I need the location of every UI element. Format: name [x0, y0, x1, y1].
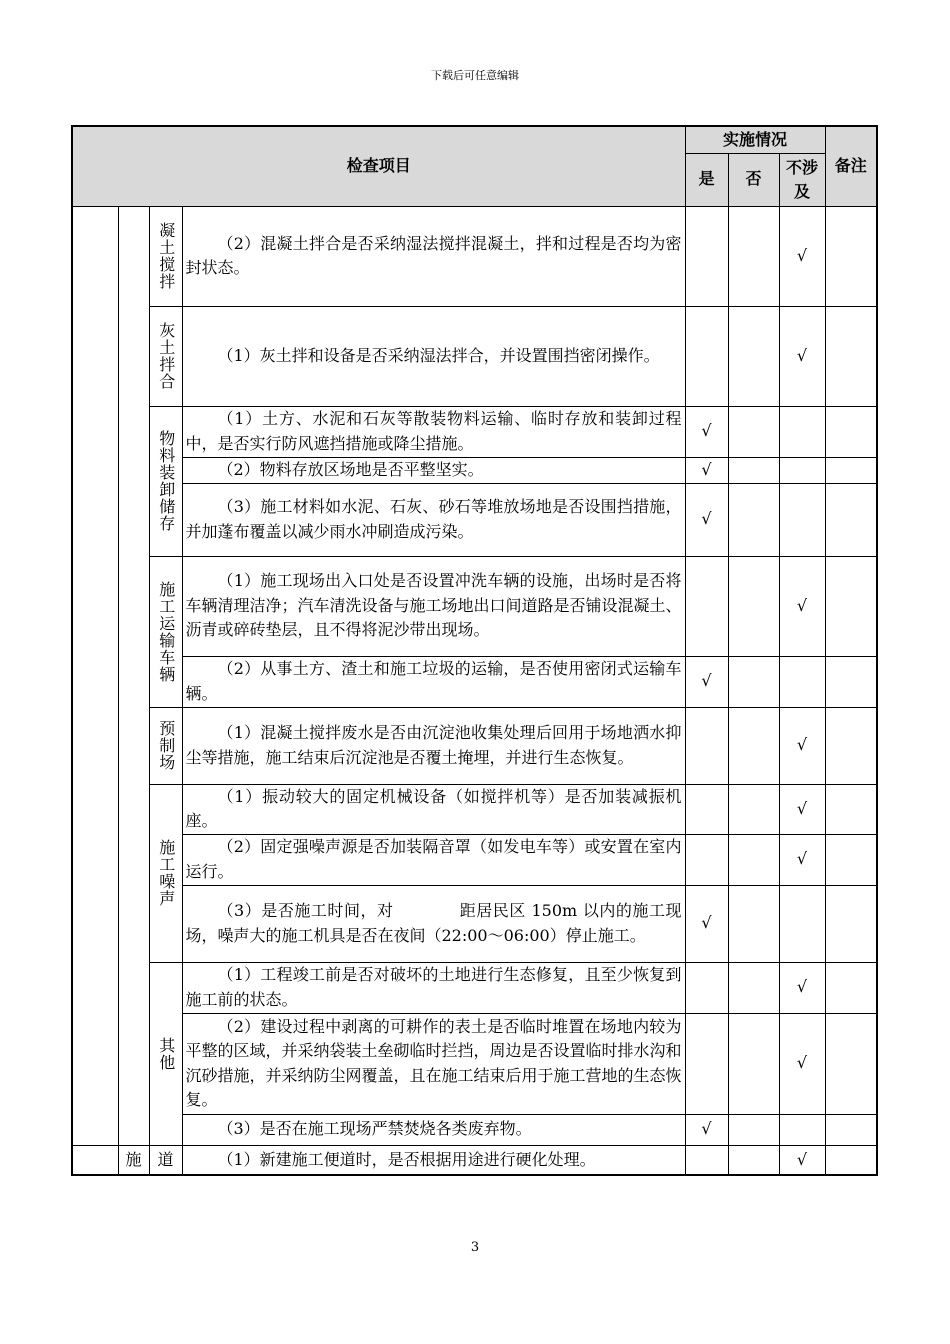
- mark-yes: √: [685, 1114, 728, 1145]
- page-header-note: 下载后可任意编辑: [431, 69, 519, 82]
- mark-yes: √: [685, 483, 728, 556]
- remark-cell: [825, 206, 877, 306]
- item-text: （1）土方、水泥和石灰等散装物料运输、临时存放和装卸过程中，是否实行防风遮挡措施或降尘措施。: [182, 406, 685, 457]
- mark-yes: [685, 206, 728, 306]
- mark-no: [728, 306, 779, 406]
- header-status: 实施情况: [685, 126, 825, 153]
- mark-no: [728, 834, 779, 885]
- table-row: [72, 1145, 877, 1175]
- mark-no: [728, 962, 779, 1013]
- mark-yes: [685, 556, 728, 656]
- mark-no: [728, 885, 779, 962]
- item-text: （2）固定强噪声源是否加装隔音罩（如发电车等）或安置在室内运行。: [182, 834, 685, 885]
- mark-na: [779, 1114, 825, 1145]
- table-row: [72, 406, 877, 457]
- group-lime: 灰土拌合: [149, 306, 182, 406]
- mark-yes: [685, 707, 728, 784]
- mark-na: √: [779, 962, 825, 1013]
- item-text: （1）灰土拌和设备是否采纳湿法拌合，并设置围挡密闭操作。: [182, 306, 685, 406]
- remark-cell: [825, 834, 877, 885]
- header-no: 否: [728, 153, 779, 206]
- group-col2-last: 施: [118, 1145, 149, 1175]
- table-row: [72, 834, 877, 885]
- remark-cell: [825, 707, 877, 784]
- table-row: [72, 457, 877, 483]
- mark-na: √: [779, 556, 825, 656]
- mark-na: [779, 885, 825, 962]
- mark-na: √: [779, 784, 825, 834]
- mark-yes: [685, 1013, 728, 1114]
- remark-cell: [825, 1013, 877, 1114]
- mark-na: √: [779, 206, 825, 306]
- group-noise: 施工噪声: [149, 784, 182, 962]
- header-row-1: [72, 126, 877, 153]
- table-row: [72, 656, 877, 707]
- table-row: [72, 1114, 877, 1145]
- mark-na: √: [779, 707, 825, 784]
- mark-no: [728, 707, 779, 784]
- item-text: （1）振动较大的固定机械设备（如搅拌机等）是否加装减振机座。: [182, 784, 685, 834]
- group-col3-last: 道: [149, 1145, 182, 1175]
- inspection-table: [71, 125, 878, 1176]
- remark-cell: [825, 656, 877, 707]
- item-text: （2）混凝土拌合是否采纳湿法搅拌混凝土，拌和过程是否均为密封状态。: [182, 206, 685, 306]
- remark-cell: [825, 457, 877, 483]
- item-text: （3）施工材料如水泥、石灰、砂石等堆放场地是否设围挡措施，并加蓬布覆盖以减少雨水冲刷造成污染。: [182, 483, 685, 556]
- mark-na: √: [779, 1013, 825, 1114]
- table-row: [72, 306, 877, 406]
- mark-na: [779, 406, 825, 457]
- mark-no: [728, 1114, 779, 1145]
- table-row: [72, 556, 877, 656]
- item-text: （3）是否施工时间，对 距居民区 150m 以内的施工现场，噪声大的施工机具是否在夜间（22:00～06:00）停止施工。: [182, 885, 685, 962]
- mark-no: [728, 656, 779, 707]
- group-vehicle: 施工运输车辆: [149, 556, 182, 707]
- mark-no: [728, 457, 779, 483]
- mark-na: √: [779, 306, 825, 406]
- remark-cell: [825, 962, 877, 1013]
- item-text: （2）从事土方、渣土和施工垃圾的运输，是否使用密闭式运输车辆。: [182, 656, 685, 707]
- mark-no: [728, 1013, 779, 1114]
- remark-cell: [825, 483, 877, 556]
- mark-na: √: [779, 834, 825, 885]
- mark-yes: √: [685, 885, 728, 962]
- header-yes: 是: [685, 153, 728, 206]
- remark-cell: [825, 306, 877, 406]
- item-text: （1）施工现场出入口处是否设置冲洗车辆的设施，出场时是否将车辆清理洁净；汽车清洗设备与施工场地出口间道路是否铺设混凝土、沥青或碎砖垫层，且不得将泥沙带出现场。: [182, 556, 685, 656]
- mark-yes: [685, 834, 728, 885]
- mark-na: √: [779, 1145, 825, 1175]
- header-item: 检查项目: [72, 126, 685, 206]
- table-row: [72, 483, 877, 556]
- mark-na: [779, 457, 825, 483]
- remark-cell: [825, 1114, 877, 1145]
- table-row: [72, 206, 877, 306]
- remark-cell: [825, 784, 877, 834]
- remark-cell: [825, 1145, 877, 1175]
- remark-cell: [825, 556, 877, 656]
- mark-yes: √: [685, 457, 728, 483]
- group-material: 物料装卸储存: [149, 406, 182, 556]
- item-text: （1）新建施工便道时，是否根据用途进行硬化处理。: [182, 1145, 685, 1175]
- blank-col-2: [118, 206, 149, 1145]
- mark-na: [779, 656, 825, 707]
- group-concrete: 凝土搅拌: [149, 206, 182, 306]
- item-text: （3）是否在施工现场严禁焚烧各类废弃物。: [182, 1114, 685, 1145]
- table-row: [72, 1013, 877, 1114]
- item-text: （1）混凝土搅拌废水是否由沉淀池收集处理后回用于场地洒水抑尘等措施，施工结束后沉淀池是否覆土掩埋，并进行生态恢复。: [182, 707, 685, 784]
- mark-na: [779, 483, 825, 556]
- mark-yes: [685, 784, 728, 834]
- group-other: 其他: [149, 962, 182, 1145]
- table-row: [72, 885, 877, 962]
- mark-no: [728, 784, 779, 834]
- header-na: 不涉及: [779, 153, 825, 206]
- mark-yes: √: [685, 656, 728, 707]
- mark-no: [728, 406, 779, 457]
- mark-no: [728, 206, 779, 306]
- remark-cell: [825, 885, 877, 962]
- blank-col-1: [72, 1145, 118, 1175]
- mark-yes: [685, 962, 728, 1013]
- mark-yes: [685, 1145, 728, 1175]
- mark-yes: √: [685, 406, 728, 457]
- item-text: （2）建设过程中剥离的可耕作的表土是否临时堆置在场地内较为平整的区域，并采纳袋装土垒砌临时拦挡，周边是否设置临时排水沟和沉砂措施，并采纳防尘网覆盖，且在施工结束后用于施工营地的生态恢复。: [182, 1013, 685, 1114]
- mark-no: [728, 556, 779, 656]
- blank-col-1: [72, 206, 118, 1145]
- page-number: 3: [470, 1240, 480, 1255]
- item-text: （2）物料存放区场地是否平整坚实。: [182, 457, 685, 483]
- mark-no: [728, 483, 779, 556]
- item-text: （1）工程竣工前是否对破坏的土地进行生态修复，且至少恢复到施工前的状态。: [182, 962, 685, 1013]
- remark-cell: [825, 406, 877, 457]
- table-row: [72, 707, 877, 784]
- mark-no: [728, 1145, 779, 1175]
- group-precast: 预制场: [149, 707, 182, 784]
- table-row: [72, 962, 877, 1013]
- mark-yes: [685, 306, 728, 406]
- header-remark: 备注: [825, 126, 877, 206]
- table-row: [72, 784, 877, 834]
